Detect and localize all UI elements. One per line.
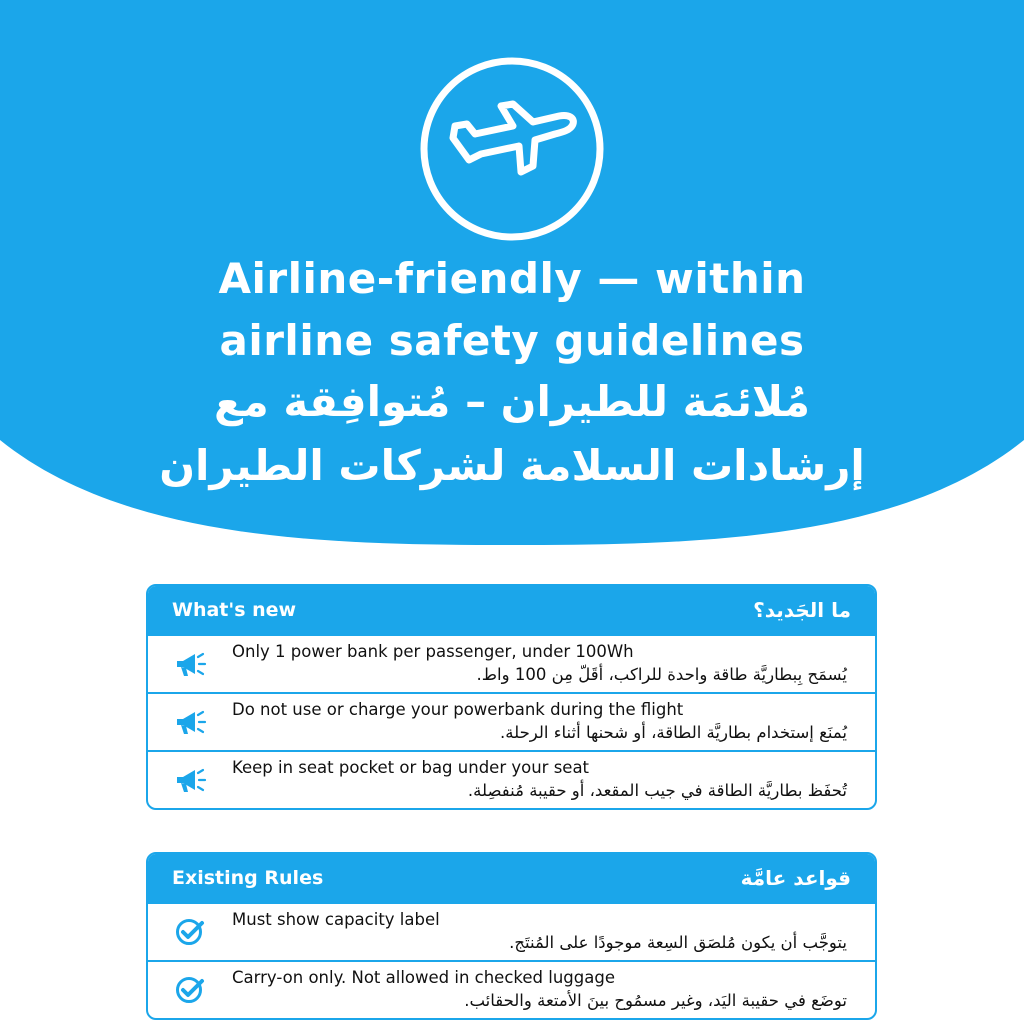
list-item: [148, 692, 875, 750]
hero-title-english: [0, 248, 1024, 372]
whats-new-title-en: What's new: [172, 599, 297, 621]
item-text-en: Do not use or charge your powerbank during the flight: [232, 700, 684, 719]
list-item: [148, 634, 875, 692]
item-text-ar: يُمنَع إستخدام بطاريَّة الطاقة، أو شحنها أثناء الرحلة.: [500, 723, 847, 742]
existing-rules-card: [146, 852, 877, 1020]
airplane-icon: [417, 54, 607, 244]
existing-rules-title-ar: قواعد عامَّة: [740, 866, 851, 890]
item-text-en: Keep in seat pocket or bag under your seat: [232, 758, 590, 777]
list-item: [148, 960, 875, 1018]
item-text-en: Must show capacity label: [232, 910, 440, 929]
item-text-en: Carry-on only. Not allowed in checked luggage: [232, 968, 615, 987]
item-text-en: Only 1 power bank per passenger, under 100Wh: [232, 642, 634, 661]
item-text-ar: توضَع في حقيبة اليَد، وغير مسمُوح بينَ الأمتعة والحقائب.: [464, 991, 847, 1010]
check-circle-icon: [148, 975, 232, 1005]
item-text-ar: يُسمَح بِبطاريَّة طاقة واحدة للراكب، أقَلّ مِن 100 واط.: [476, 665, 847, 684]
megaphone-icon: [148, 765, 232, 795]
item-text-ar: تُحفَظ بطاريَّة الطاقة في جيب المقعد، أو حقيبة مُنفصِلة.: [467, 781, 847, 800]
existing-rules-title-en: Existing Rules: [172, 867, 324, 889]
whats-new-header: [148, 586, 875, 634]
hero-title-ar-line1: مُلائمَة للطيران – مُتوافِقة مع: [214, 377, 810, 426]
item-text-ar: يتوجَّب أن يكون مُلصَق السِعة موجودًا على المُنتَج.: [509, 933, 847, 952]
whats-new-title-ar: ما الجَديد؟: [753, 598, 851, 622]
megaphone-icon: [148, 649, 232, 679]
check-circle-icon: [148, 917, 232, 947]
megaphone-icon: [148, 707, 232, 737]
list-item: [148, 750, 875, 808]
hero-title-arabic: [0, 370, 1024, 498]
existing-rules-header: [148, 854, 875, 902]
hero-title-ar-line2: إرشادات السلامة لشركات الطيران: [159, 441, 865, 490]
hero-title-en-line1: Airline-friendly — within: [218, 254, 806, 303]
whats-new-card: [146, 584, 877, 810]
list-item: [148, 902, 875, 960]
hero-title-en-line2: airline safety guidelines: [219, 316, 805, 365]
